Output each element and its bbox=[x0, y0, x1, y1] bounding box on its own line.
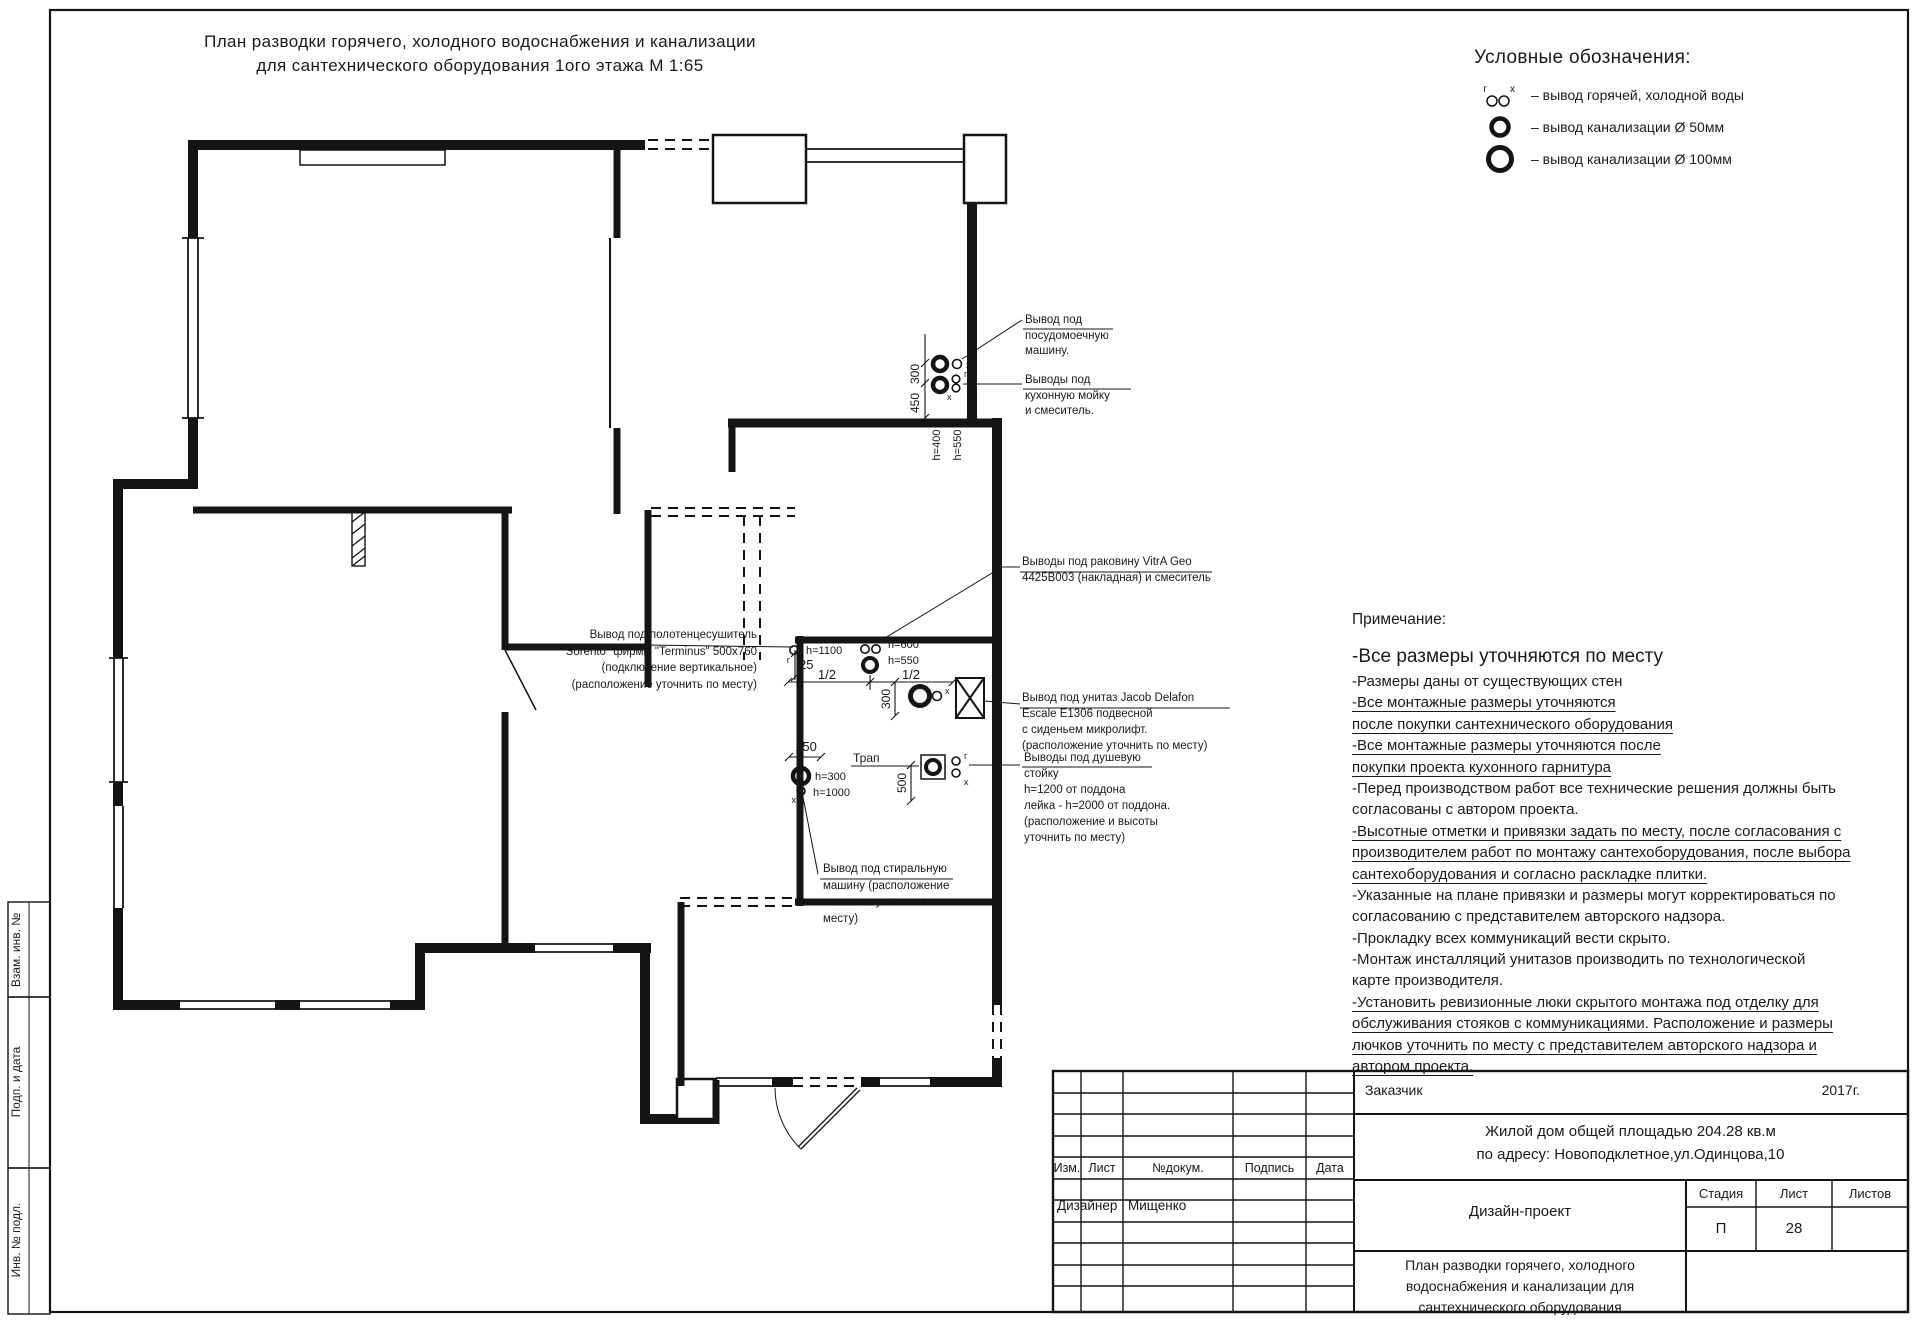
callout-kitchen-sink: Выводы под кухонную мойку и смеситель. bbox=[1025, 374, 1110, 417]
sewer100-icon bbox=[1489, 148, 1512, 171]
dashed-openings bbox=[648, 140, 1001, 1086]
notes-title: Примечание: bbox=[1352, 611, 1447, 628]
titleblock-col-sign: Подпись bbox=[1244, 1161, 1295, 1175]
hot-water-icon bbox=[952, 375, 960, 383]
legend-title: Условные обозначения: bbox=[1474, 47, 1691, 68]
cold-letter: х bbox=[1510, 84, 1515, 95]
titleblock-stage-label: Стадия bbox=[1698, 1186, 1744, 1201]
dim-label: 500 bbox=[895, 772, 909, 794]
sewer100-icon bbox=[911, 687, 930, 706]
sewer50-icon bbox=[863, 658, 877, 672]
dim-label: h=600 bbox=[888, 639, 919, 651]
note-line: автором проекта. bbox=[1352, 1058, 1474, 1076]
titleblock-name: Мищенко bbox=[1128, 1198, 1187, 1213]
sewer50-icon bbox=[926, 760, 940, 774]
note-line: согласованы с автором проекта. bbox=[1352, 801, 1579, 819]
titleblock-stage-value: П bbox=[1715, 1220, 1727, 1237]
cold-letter: х bbox=[966, 360, 971, 370]
note-line: лючков уточнить по месту с представителем авторского надзора и bbox=[1352, 1036, 1817, 1054]
titleblock-doc-line1: План разводки горячего, холодного bbox=[1405, 1257, 1635, 1273]
callout-towel-rail: Вывод под полотенцесушитель "Sorento" фирмы "Terminus" 500x760 (подключение вертикальное) (расположение уточнить по месту) bbox=[561, 629, 757, 691]
legend-item-sewer50: – вывод канализации Ø 50мм bbox=[1531, 119, 1725, 135]
sidebar-label-inv: Инв. № подл. bbox=[9, 1202, 23, 1278]
sheet-title-line2: для сантехнического оборудования 1ого этажа М 1:65 bbox=[256, 56, 704, 75]
titleblock-sheets-label: Листов bbox=[1848, 1186, 1892, 1201]
note-line: карте производителя. bbox=[1352, 972, 1504, 990]
notes-lines bbox=[1352, 646, 1912, 1079]
note-line: -Все монтажные размеры уточняются bbox=[1352, 694, 1616, 712]
titleblock-object-line2: по адресу: Новоподклетное,ул.Одинцова,10 bbox=[1476, 1146, 1785, 1163]
note-line: производителем работ по монтажу сантехоборудования, после выбора bbox=[1352, 844, 1851, 862]
note-line: -Перед производством работ все технические решения должны быть bbox=[1352, 779, 1836, 797]
titleblock-col-list: Лист bbox=[1088, 1161, 1116, 1175]
titleblock-role: Дизайнер bbox=[1057, 1198, 1118, 1213]
dim-label: 300 bbox=[879, 688, 893, 710]
titleblock-project: Дизайн-проект bbox=[1468, 1203, 1572, 1220]
dim-label: h=400 bbox=[931, 429, 943, 461]
sidebar-label-podp: Подп. и дата bbox=[9, 1046, 23, 1118]
titleblock-sheet-label: Лист bbox=[1779, 1186, 1809, 1201]
note-line: -Прокладку всех коммуникаций вести скрыто. bbox=[1352, 929, 1671, 947]
cold-letter: х bbox=[964, 777, 969, 787]
dim-label: 25 bbox=[799, 657, 814, 672]
note-line: -Все размеры уточняются по месту bbox=[1352, 646, 1663, 667]
note-line: покупки проекта кухонного гарнитура bbox=[1352, 758, 1612, 776]
cold-letter: х bbox=[947, 392, 952, 402]
titleblock-doc-line2: водоснабжения и канализации для bbox=[1405, 1278, 1635, 1294]
titleblock-col-izm: Изм. bbox=[1053, 1161, 1081, 1175]
dim-label: 150 bbox=[795, 739, 817, 754]
cold-water-icon bbox=[1499, 96, 1509, 106]
hot-letter: г bbox=[964, 369, 968, 379]
sewer50-icon bbox=[1492, 119, 1509, 136]
note-line: -Установить ревизионные люки скрытого монтажа под отделку для bbox=[1352, 993, 1819, 1011]
dim-label: 1/2 bbox=[817, 667, 837, 682]
sidebar-label-vzam: Взам. инв. № bbox=[9, 912, 23, 988]
note-line: -Монтаж инсталляций унитазов производить по технологической bbox=[1352, 951, 1806, 969]
vent-shaft bbox=[956, 678, 984, 718]
titleblock-doc-line3: сантехнического оборудования bbox=[1418, 1299, 1622, 1315]
sewer50-icon bbox=[933, 378, 947, 392]
sewer50-icon bbox=[933, 357, 947, 371]
dim-label: h=1100 bbox=[806, 645, 843, 657]
note-line: -Все монтажные размеры уточняются после bbox=[1352, 737, 1661, 755]
dim-label: h=1000 bbox=[813, 787, 851, 799]
note-line: сантехоборудования и согласно раскладке плитки. bbox=[1352, 865, 1708, 883]
dim-label: 450 bbox=[908, 392, 922, 414]
sheet-title-line1: План разводки горячего, холодного водоснабжения и канализации bbox=[204, 32, 756, 51]
legend-item-sewer100: – вывод канализации Ø 100мм bbox=[1531, 151, 1732, 167]
hot-water-icon bbox=[952, 757, 960, 765]
hot-letter: г bbox=[1483, 84, 1487, 95]
hatched-pier bbox=[352, 512, 365, 566]
note-line: после покупки сантехнического оборудования bbox=[1352, 715, 1674, 733]
hot-water-icon bbox=[1487, 96, 1497, 106]
dim-label: 1/2 bbox=[901, 667, 921, 682]
dim-label: 300 bbox=[908, 363, 922, 385]
cold-letter: х bbox=[883, 634, 888, 644]
hot-letter: г bbox=[854, 634, 858, 644]
dimension-lines bbox=[784, 334, 957, 805]
callout-shower: Выводы под душевую стойку h=1200 от поддона лейка - h=2000 от поддона. (расположение и высоты уточнить по месту) bbox=[1024, 752, 1171, 844]
callout-washer: Вывод под стиральную машину (расположение и высоты уточнить по месту) bbox=[823, 863, 950, 925]
callout-dishwasher: Вывод под посудомоечную машину. bbox=[1025, 314, 1109, 357]
note-line: согласованию с представителем авторского надзора. bbox=[1352, 908, 1726, 926]
callout-basin: Выводы под раковину VitrA Geo 4425B003 (накладная) и смеситель bbox=[1022, 556, 1211, 584]
legend-item-hot-cold: – вывод горячей, холодной воды bbox=[1531, 87, 1744, 103]
titleblock-object-line1: Жилой дом общей площадью 204.28 кв.м bbox=[1485, 1123, 1776, 1140]
cold-water-icon bbox=[953, 360, 962, 369]
note-line: -Высотные отметки и привязки задать по месту, после согласования с bbox=[1352, 822, 1842, 840]
dimension-texts bbox=[795, 364, 964, 799]
cold-water-icon bbox=[952, 384, 960, 392]
titleblock-col-date: Дата bbox=[1316, 1161, 1344, 1175]
windows bbox=[109, 149, 964, 1086]
note-line: -Указанные на плане привязки и размеры могут корректироваться по bbox=[1352, 886, 1836, 904]
hot-letter: г bbox=[964, 751, 968, 761]
cold-water-icon bbox=[933, 692, 942, 701]
titleblock-customer-label: Заказчик bbox=[1365, 1082, 1423, 1098]
note-line: -Размеры даны от существующих стен bbox=[1352, 673, 1623, 690]
note-line: обслуживания стояков с коммуникациями. Расположение и размеры bbox=[1352, 1015, 1833, 1033]
hot-letter: г bbox=[786, 655, 790, 665]
sheet-title bbox=[170, 30, 790, 78]
hot-water-icon bbox=[861, 645, 869, 653]
cold-water-icon bbox=[872, 645, 880, 653]
cold-letter: х bbox=[945, 686, 950, 696]
callout-toilet: Вывод под унитаз Jacob Delafon Escale E1306 подвесной с сиденьем микролифт. (расположение уточнить по месту) bbox=[1022, 692, 1208, 752]
titleblock-year: 2017г. bbox=[1821, 1082, 1860, 1098]
dim-label: Трап bbox=[853, 751, 880, 765]
titleblock-sheet-number: 28 bbox=[1785, 1220, 1803, 1237]
cold-letter: х bbox=[791, 795, 796, 805]
dim-label: h=300 bbox=[815, 771, 846, 783]
cold-water-icon bbox=[952, 769, 960, 777]
dim-label: h=550 bbox=[888, 655, 919, 667]
wardrobe-niche bbox=[300, 150, 445, 165]
titleblock-col-doc: №докум. bbox=[1152, 1161, 1204, 1175]
dim-label: h=550 bbox=[952, 429, 964, 461]
legend-symbols bbox=[1487, 96, 1512, 171]
